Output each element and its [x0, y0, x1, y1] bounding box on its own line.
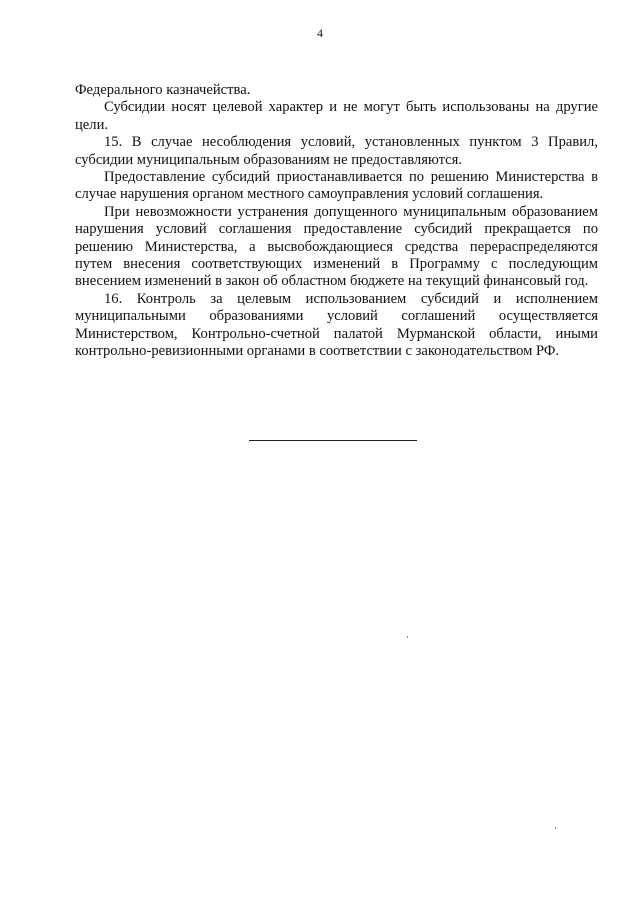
paragraph-item-15: 15. В случае несоблюдения условий, установленных пунктом 3 Правил, субсидии муниципальным образованиям не предоставляются.	[75, 134, 598, 168]
paragraph-continuation: Федерального казначейства.	[75, 82, 251, 98]
scan-speck	[555, 827, 556, 829]
paragraph-termination: При невозможности устранения допущенного муниципальным образованием нарушения условий соглашения предоставление субсидий прекращается по решению Министерства, а высвобождающиеся средства перераспределяются путем внесения соответствующих изменений в Программу с последующим внесением изменений в закон об областном бюджете на текущий финансовый год.	[75, 203, 598, 290]
scan-speck	[407, 636, 408, 638]
end-of-text-separator	[249, 440, 417, 441]
document-body	[75, 82, 598, 361]
paragraph-subsidy-purpose: Субсидии носят целевой характер и не могут быть использованы на другие цели.	[75, 99, 598, 133]
paragraph-item-16: 16. Контроль за целевым использованием субсидий и исполнением муниципальными образованиями условий соглашений осуществляется Министерством, Контрольно-счетной палатой Мурманской области, иными контрольно-ревизионными органами в соответствии с законодательством РФ.	[75, 290, 598, 360]
paragraph-suspension: Предоставление субсидий приостанавливается по решению Министерства в случае нарушения органом местного самоуправления условий соглашения.	[75, 169, 598, 203]
page-number: 4	[317, 26, 323, 40]
